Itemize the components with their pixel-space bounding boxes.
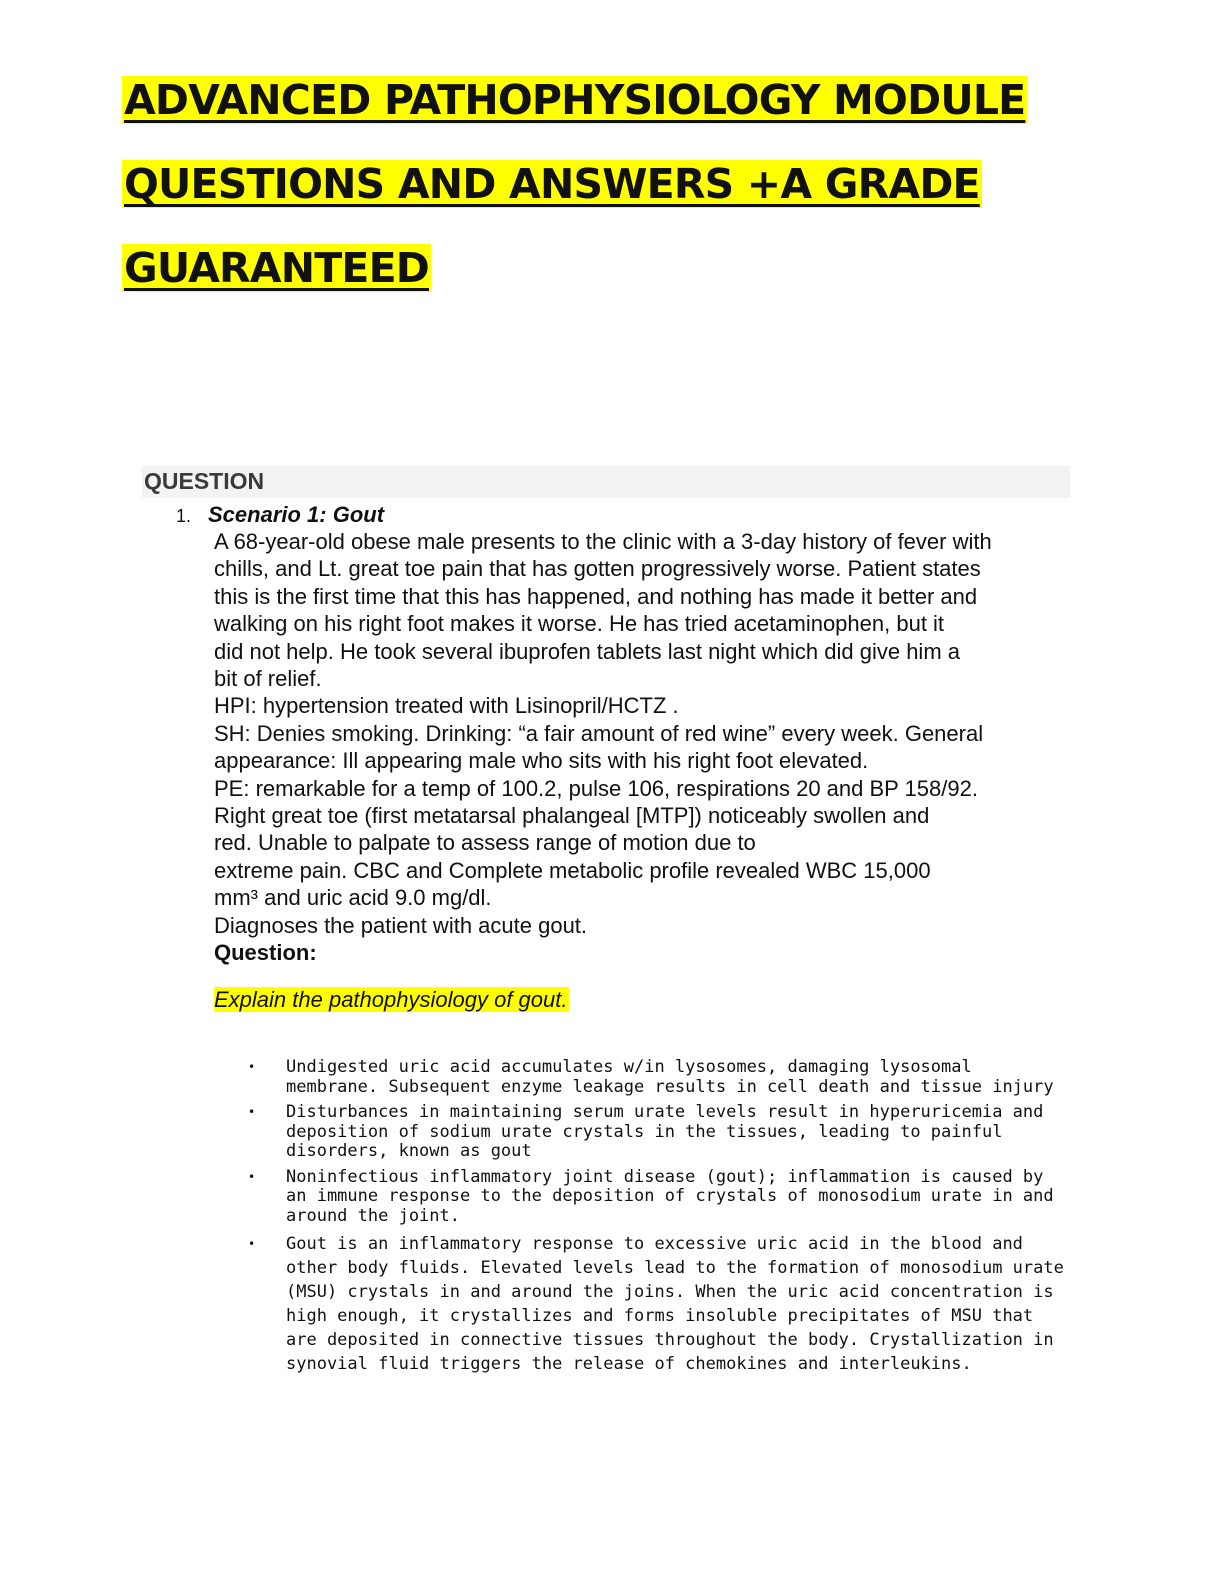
case-description: [214, 528, 1084, 967]
question-label: QUESTION: [144, 468, 265, 494]
document-title: [122, 58, 1122, 310]
case-line: A 68-year-old obese male presents to the clinic with a 3-day history of fever with: [214, 529, 992, 554]
case-line: red. Unable to palpate to assess range of motion due to: [214, 830, 756, 856]
case-line: did not help. He took several ibuprofen tablets last night which did give him a: [214, 638, 960, 664]
case-line: appearance: Ill appearing male who sits with his right foot elevated.: [214, 748, 869, 774]
scenario-heading: [176, 501, 384, 530]
case-line: extreme pain. CBC and Complete metabolic profile revealed WBC 15,000: [214, 857, 931, 883]
case-line: SH: Denies smoking. Drinking: “a fair amount of red wine” every week. General: [214, 720, 984, 746]
bullet-icon: •: [248, 1060, 256, 1074]
scenario-title: Scenario 1: Gout: [208, 502, 385, 527]
bullet-icon: •: [248, 1105, 256, 1119]
answer-list: [248, 1058, 1068, 1382]
case-line: bit of relief.: [214, 666, 322, 692]
answer-item: • Disturbances in maintaining serum urate levels result in hyperuricemia and deposition of sodium urate crystals in the tissues, leading to painful disorders, known as gout: [248, 1102, 1044, 1161]
case-line: HPI: hypertension treated with Lisinopril/HCTZ .: [214, 693, 679, 719]
bullet-icon: •: [248, 1169, 256, 1184]
title-line-3: GUARANTEED: [124, 244, 430, 292]
answer-item: • Noninfectious inflammatory joint disease (gout); inflammation is caused by an immune response to the deposition of crystals of monosodium urate in and around the joint.: [248, 1166, 1054, 1226]
bullet-icon: •: [248, 1237, 256, 1251]
scenario-number: 1.: [176, 506, 192, 526]
question-section-header: [142, 466, 1070, 498]
title-line-1: ADVANCED PATHOPHYSIOLOGY MODULE: [124, 76, 1026, 124]
case-line: PE: remarkable for a temp of 100.2, pulse 106, respirations 20 and BP 158/92.: [214, 775, 978, 801]
case-line: walking on his right foot makes it worse. He has tried acetaminophen, but it: [214, 611, 945, 637]
case-line: mm³ and uric acid 9.0 mg/dl.: [214, 885, 492, 911]
case-line: chills, and Lt. great toe pain that has gotten progressively worse. Patient states: [214, 556, 981, 582]
title-line-2: QUESTIONS AND ANSWERS +A GRADE: [124, 160, 980, 208]
case-line: this is the first time that this has happened, and nothing has made it better and: [214, 583, 978, 609]
case-line: Right great toe (first metatarsal phalangeal [MTP]) noticeably swollen and: [214, 803, 930, 829]
question-prompt: Explain the pathophysiology of gout.: [214, 987, 568, 1012]
answer-item: • Gout is an inflammatory response to excessive uric acid in the blood and other body fluids. Elevated levels lead to the formation of monosodium urate (MSU) crystals in and around the joins. When the uric acid concentration is high enough, it crystallizes and forms insoluble precipitates of MSU that are deposited in connective tissues throughout the body. Crystallization in synovial fluid triggers the release of chemokines and interleukins.: [248, 1234, 1064, 1374]
answer-item: • Undigested uric acid accumulates w/in lysosomes, damaging lysosomal membrane. Subsequent enzyme leakage results in cell death and tissue injury: [248, 1057, 1054, 1097]
question-heading: Question:: [214, 940, 317, 966]
case-line: Diagnoses the patient with acute gout.: [214, 912, 588, 938]
